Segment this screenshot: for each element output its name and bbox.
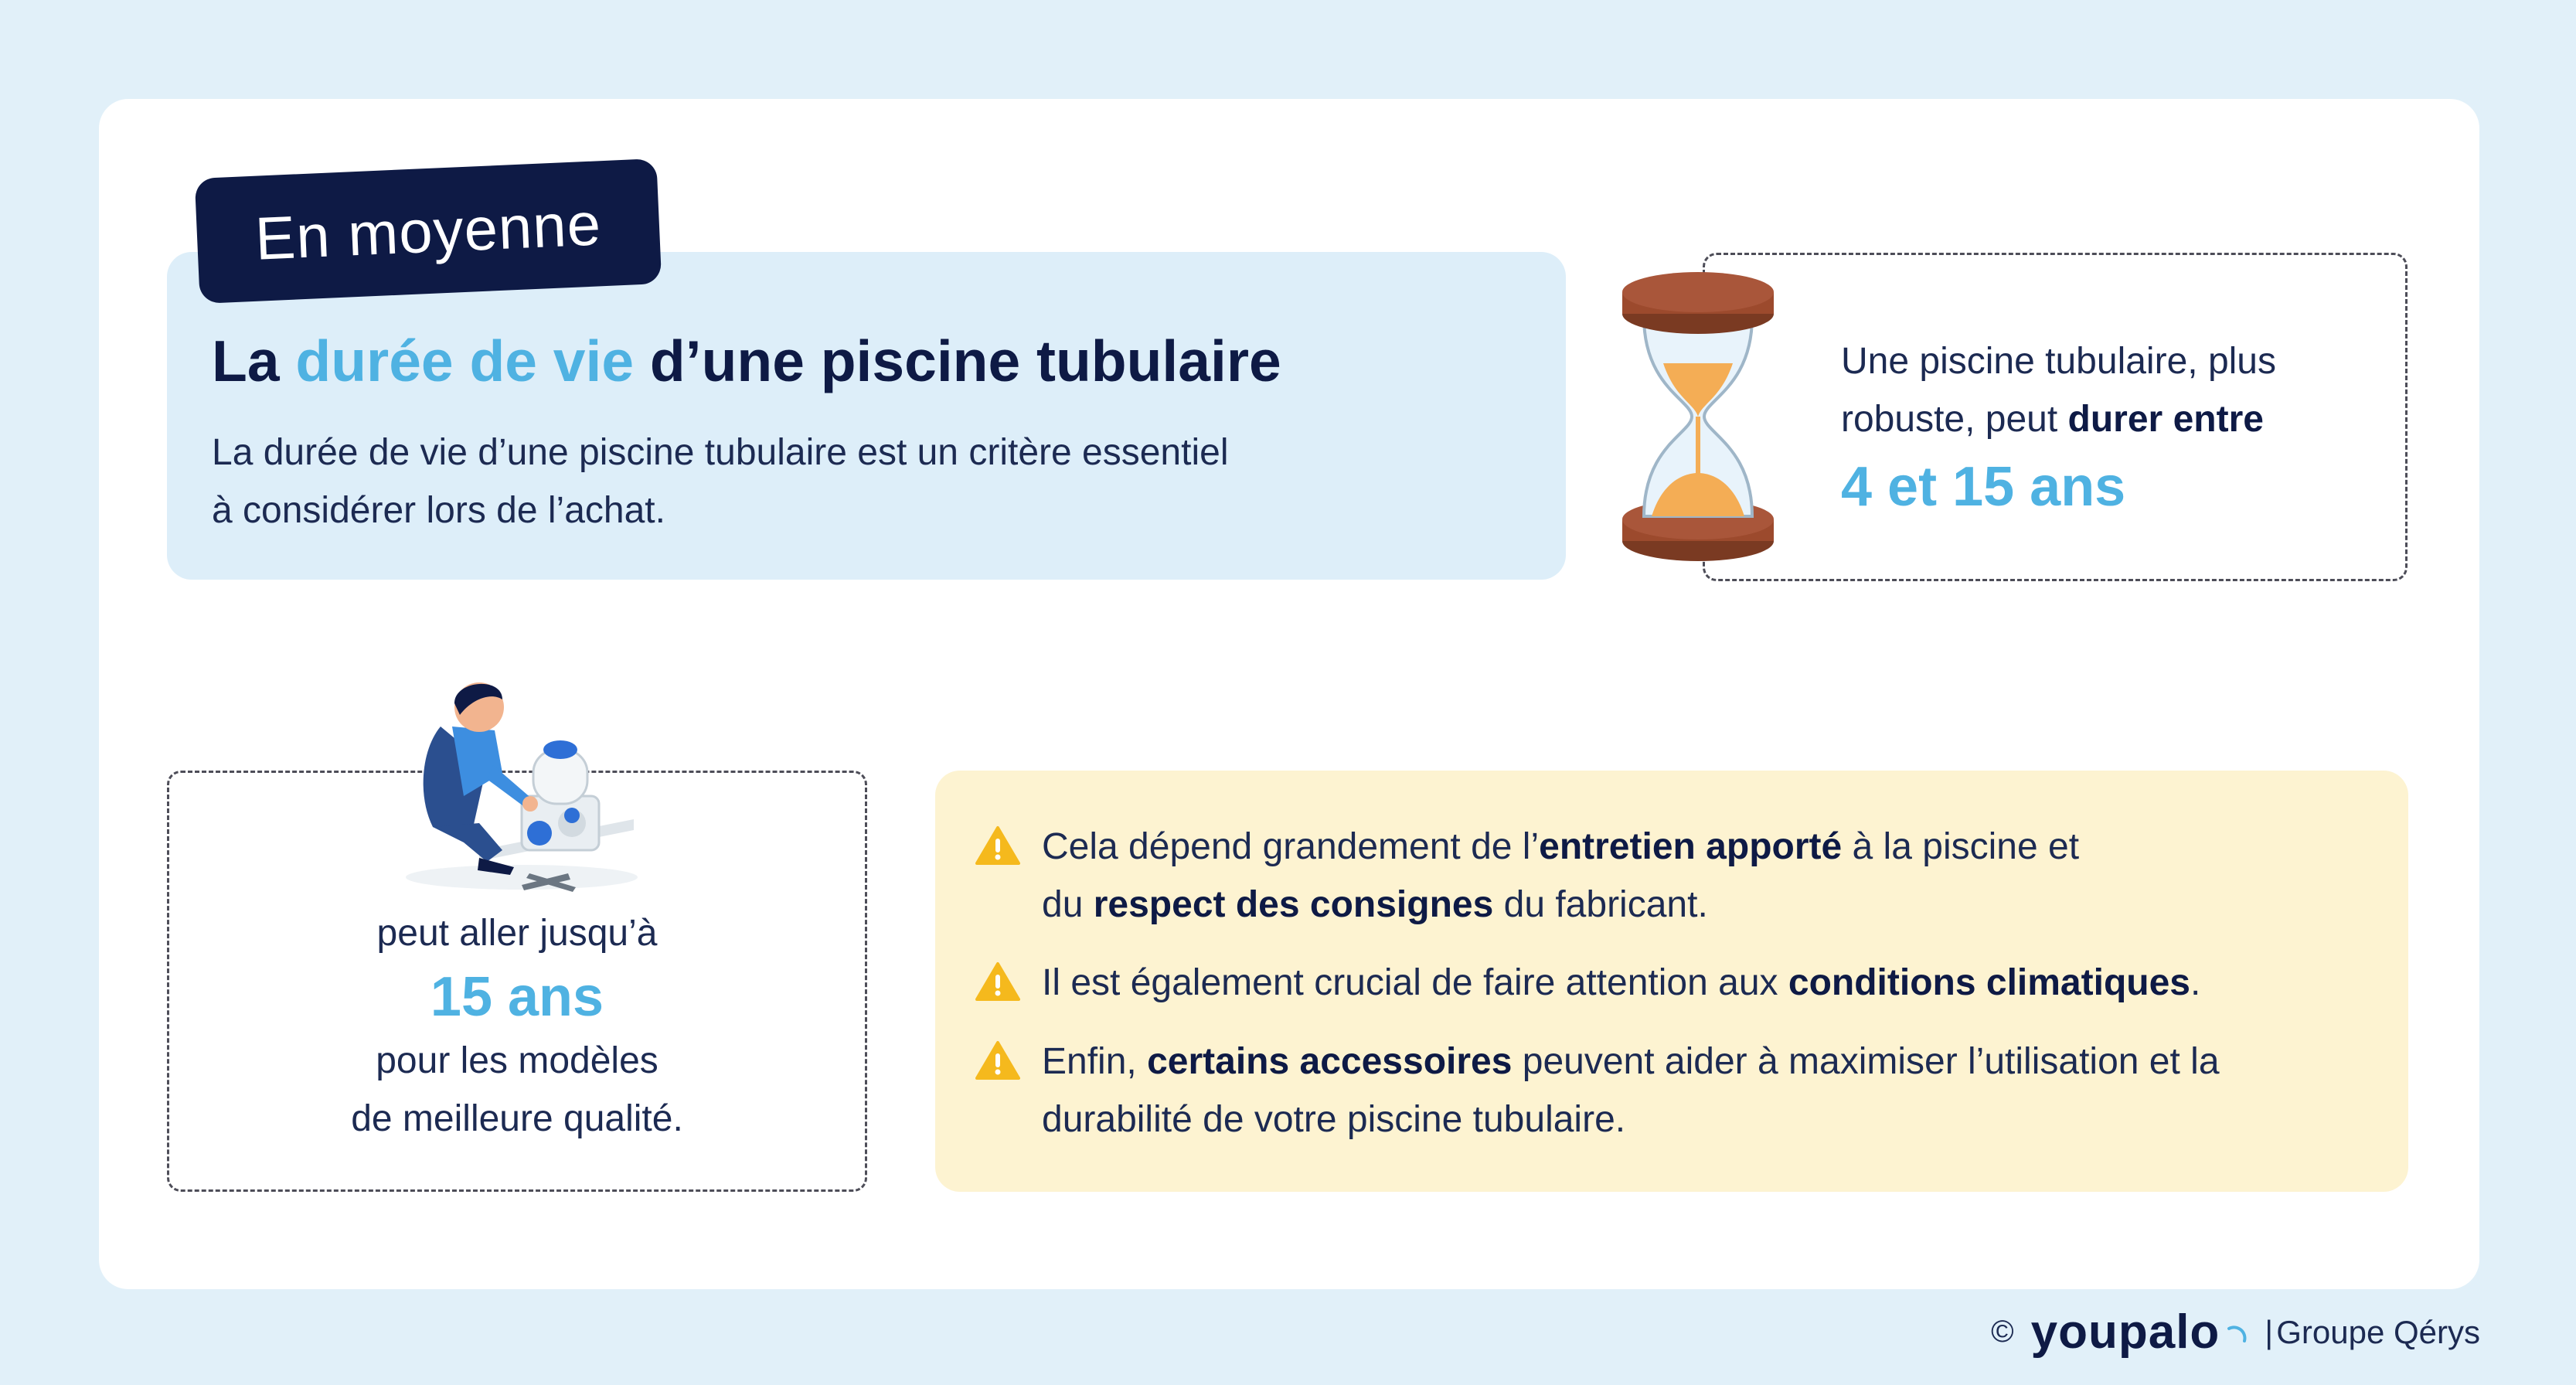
range-line1: Une piscine tubulaire, plus [1841,341,2276,382]
title-post: d’une piscine tubulaire [634,328,1281,393]
max-lifespan-text [167,904,867,1148]
range-line2-pre: robuste, peut [1841,399,2068,440]
warning1-post: du fabricant. [1493,884,1708,925]
footer-separator: | [2265,1313,2274,1350]
warning-item-climate [975,954,2382,1012]
warning3-line2: durabilité de votre piscine tubulaire. [1042,1099,1626,1140]
warning-item-maintenance [975,818,2382,934]
badge-label: En moyenne [254,189,603,273]
group-name: Groupe Qérys [2276,1313,2480,1350]
warning-item-accessories-text [1042,1033,2220,1148]
intro-description-line2: à considérer lors de l’achat. [212,490,665,531]
range-line2-bold: durer entre [2067,399,2264,440]
warning3-post: peuvent aider à maximiser l’utilisation et la [1512,1041,2220,1082]
warning3-pre: Enfin, [1042,1041,1148,1082]
footer-credits [1991,1305,2480,1359]
warning2-post: . [2190,962,2201,1003]
warning1-mid: à la piscine et [1842,826,2080,867]
copyright-symbol: © [1991,1315,2014,1349]
warning3-bold: certains accessoires [1147,1041,1513,1082]
max-highlight: 15 ans [430,966,604,1028]
page-title [212,328,1281,394]
warning-icon [975,961,1020,1002]
max-line3: de meilleure qualité. [351,1098,683,1139]
max-line2: pour les modèles [376,1040,658,1081]
brand-logo: youpalo [2030,1305,2220,1359]
warning-icon [975,825,1020,866]
range-line2 [1841,390,2382,448]
title-pre: La [212,328,296,393]
lifespan-range-text [1841,332,2382,526]
warning-item-climate-text [1042,954,2200,1012]
warning-item-maintenance-text [1042,818,2079,934]
warning1-bold1: entretien apporté [1539,826,1843,867]
warning2-pre: Il est également crucial de faire attention aux [1042,962,1788,1003]
title-accent: durée de vie [295,328,635,393]
intro-description [212,424,1417,539]
max-line1: peut aller jusqu’à [376,913,658,954]
range-highlight: 4 et 15 ans [1841,456,2126,518]
warning1-pre2: du [1042,884,1094,925]
warning2-bold: conditions climatiques [1788,962,2190,1003]
warning-icon [975,1040,1020,1080]
signal-icon [2226,1321,2249,1344]
hourglass-icon [1620,271,1776,563]
pool-technician-illustration [386,641,649,897]
intro-description-line1: La durée de vie d’une piscine tubulaire est un critère essentiel [212,432,1229,473]
average-badge [195,158,662,304]
warning1-pre: Cela dépend grandement de l’ [1042,826,1540,867]
warning-item-accessories [975,1033,2382,1148]
warning1-bold2: respect des consignes [1093,884,1494,925]
